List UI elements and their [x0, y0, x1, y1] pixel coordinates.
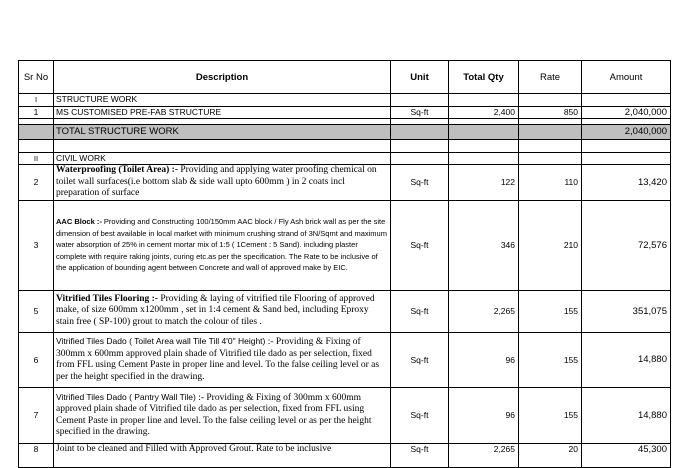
item-amount: 351,075	[582, 290, 671, 332]
item-no: 2	[19, 165, 54, 201]
header-description: Description	[54, 61, 391, 94]
item-description	[54, 290, 391, 332]
section-row	[19, 94, 671, 107]
item-no: 8	[19, 443, 54, 467]
item-qty: 2,400	[449, 106, 519, 118]
item-amount: 72,576	[582, 200, 671, 290]
section-no: II	[19, 152, 54, 165]
item-qty: 96	[449, 387, 519, 443]
item-qty: 96	[449, 332, 519, 387]
item-title: Vitrified Tiles Flooring :-	[56, 293, 158, 304]
section-title: CIVIL WORK	[54, 152, 391, 165]
item-unit: Sq-ft	[391, 165, 449, 201]
item-unit: Sq-ft	[391, 106, 449, 118]
item-rate: 110	[519, 165, 582, 201]
item-title: Vitrified Tiles Dado ( Pantry Wall Tile)	[56, 391, 196, 402]
item-rate: 850	[519, 106, 582, 118]
item-qty: 122	[449, 165, 519, 201]
item-unit: Sq-ft	[391, 290, 449, 332]
header-sr-no: Sr No	[19, 61, 54, 94]
item-text: Providing and applying water proofing chemical on toilet wall surfaces(i.e bottom slab & side wall upto 600mm ) in 2 coats incl preparation of surface	[56, 165, 377, 198]
item-text: Joint to be cleaned and Filled with Approved Grout. Rate to be inclusive	[56, 443, 332, 454]
item-rate: 155	[519, 332, 582, 387]
item-unit: Sq-ft	[391, 443, 449, 467]
item-rate: 210	[519, 200, 582, 290]
item-description	[54, 200, 391, 290]
table-row	[19, 443, 671, 467]
item-title: Waterproofing (Toilet Area) :-	[56, 165, 178, 175]
table-row	[19, 387, 671, 443]
item-rate: 155	[519, 387, 582, 443]
item-description	[54, 387, 391, 443]
item-amount: 2,040,000	[582, 106, 671, 118]
item-description: MS CUSTOMISED PRE-FAB STRUCTURE	[54, 106, 391, 118]
item-unit: Sq-ft	[391, 332, 449, 387]
item-unit: Sq-ft	[391, 200, 449, 290]
item-description	[54, 443, 391, 467]
item-no: 1	[19, 106, 54, 118]
table-row	[19, 200, 671, 290]
total-row	[19, 124, 671, 139]
header-amount: Amount	[582, 61, 671, 94]
item-qty: 2,265	[449, 443, 519, 467]
item-text: Providing and Constructing 100/150mm AAC block / Fly Ash brick wall as per the site dimension of best available in local market with minimum crushing strand of 3N/Sqmt and maximum water absorption of 25% in cement mortar mix of 1:5 ( 1Cement : 5 Sand). including plaster complete with require raking joints, curing etc.as per the specification. The Rate to be inclusive of the application of bounding agent between Concrete and wall of approved make by EIC.	[56, 217, 387, 273]
item-no: 5	[19, 290, 54, 332]
item-amount: 13,420	[582, 165, 671, 201]
table-row	[19, 106, 671, 118]
item-text: Providing & laying of vitrified tile Flooring of approved make, of size 600mm x1200mm , set in 1:4 cement & Sand bed, including Eproxy stain free ( SP-100) grout to match the colour of tiles .	[56, 293, 375, 327]
item-no: 7	[19, 387, 54, 443]
item-amount: 14,880	[582, 332, 671, 387]
header-total-qty: Total Qty	[449, 61, 519, 94]
table-row	[19, 165, 671, 201]
table-row	[19, 290, 671, 332]
item-title: Vitrified Tiles Dado ( Toilet Area wall Tile Till 4'0" Height)	[56, 336, 266, 346]
item-text: :- Providing & Fixing of 300mm x 600mm approved plain shade of Vitrified tile dado as per selection, fixed from FFL using Cement Paste in proper line and level. To the false ceiling level or as per the height specified in the drawing.	[56, 392, 372, 437]
item-description	[54, 332, 391, 387]
item-no: 6	[19, 332, 54, 387]
item-amount: 14,880	[582, 387, 671, 443]
item-rate: 155	[519, 290, 582, 332]
item-title: AAC Block :-	[56, 217, 102, 227]
boq-table	[18, 60, 671, 468]
item-rate: 20	[519, 443, 582, 467]
total-amount: 2,040,000	[582, 124, 671, 139]
header-row	[19, 61, 671, 94]
item-qty: 2,265	[449, 290, 519, 332]
header-unit: Unit	[391, 61, 449, 94]
item-amount: 45,300	[582, 443, 671, 467]
total-label: TOTAL STRUCTURE WORK	[54, 124, 391, 139]
item-description	[54, 165, 391, 201]
item-unit: Sq-ft	[391, 387, 449, 443]
section-row	[19, 152, 671, 165]
empty-row	[19, 139, 671, 152]
item-no: 3	[19, 200, 54, 290]
section-title: STRUCTURE WORK	[54, 94, 391, 107]
item-text: :- Providing & Fixing of 300mm x 600mm approved plain shade of Vitrified tile dado as per selection, fixed from FFL using Cement Paste in proper line and level. To the false ceiling level or as per the height specified in the drawing.	[56, 337, 380, 382]
header-rate: Rate	[519, 61, 582, 94]
item-qty: 346	[449, 200, 519, 290]
table-row	[19, 332, 671, 387]
section-no: I	[19, 94, 54, 107]
